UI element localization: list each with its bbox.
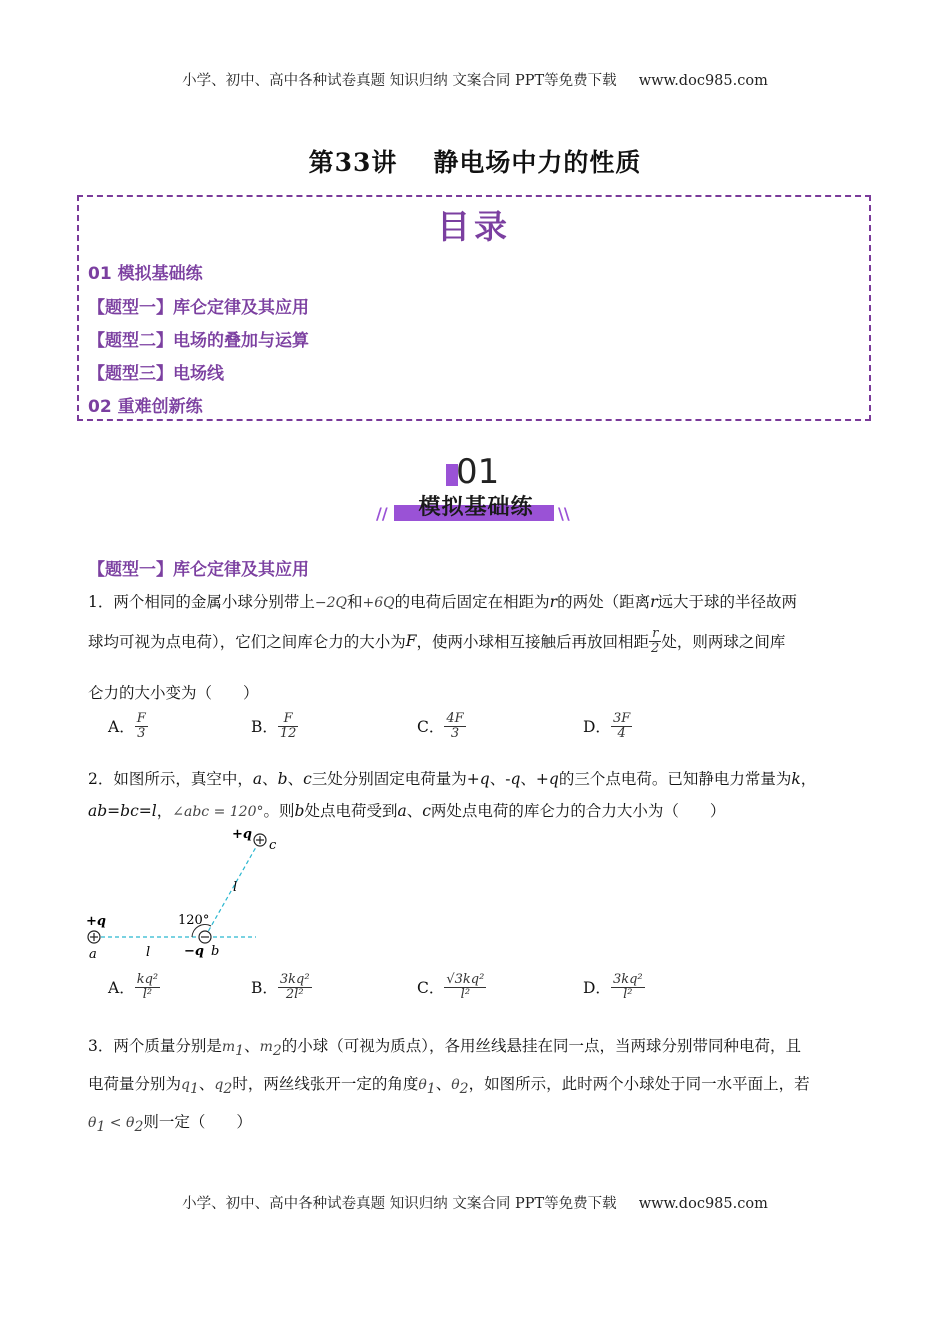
- q2-option-a[interactable]: A． $\frac{\text{kq²}}{\text{l²}}$: [108, 972, 159, 1002]
- footer-text: 小学、初中、高中各种试卷真题 知识归纳 文案合同 PPT等免费下载: [182, 1196, 617, 1212]
- angle-abc: ∠abc = 120°: [172, 804, 264, 820]
- footer-site[interactable]: www.doc985.com: [638, 1196, 768, 1212]
- label-charge-b: −q: [184, 944, 204, 959]
- slash-decoration-right: \\: [558, 504, 570, 523]
- label-a: a: [89, 947, 97, 962]
- toc-item[interactable]: 【题型一】库仑定律及其应用: [88, 298, 309, 318]
- label-charge-c: +q: [232, 827, 252, 842]
- q1-line-1: 1．两个相同的金属小球分别带上−2Q和+6Q的电荷后固定在相距为r的两处（距离r远大于球的半径故两: [88, 593, 798, 611]
- q1-option-a[interactable]: A． $\frac{F}{3}$: [108, 711, 146, 741]
- label-l-ab: l: [146, 945, 151, 960]
- q3-line-1: 3．两个质量分别是$m_1$、$m_2$的小球（可视为质点），各用丝线悬挂在同一点，当两球分别带同种电荷，且: [88, 1037, 802, 1060]
- label-charge-a: +q: [86, 914, 106, 929]
- section-badge: [376, 452, 576, 528]
- question-type-heading: 【题型一】库仑定律及其应用: [88, 560, 309, 580]
- header-site[interactable]: www.doc985.com: [638, 73, 768, 89]
- toc-heading: 目录: [437, 207, 511, 246]
- page-footer: [0, 1192, 950, 1213]
- q3-line-2: 电荷量分别为$q_1$、$q_2$时，两丝线张开一定的角度$\theta_1$、$\theta_2$，如图所示，此时两个小球处于同一水平面上，若: [88, 1075, 810, 1098]
- lesson-topic: 静电场中力的性质: [433, 148, 642, 177]
- q1-line-2: 球均可视为点电荷），它们之间库仑力的大小为F，使两小球相互接触后再放回相距 $\frac{r}{2}$ 处，则两球之间库: [88, 626, 786, 656]
- toc-item[interactable]: 01 模拟基础练: [88, 264, 203, 284]
- page-title: [0, 143, 950, 179]
- header-text: 小学、初中、高中各种试卷真题 知识归纳 文案合同 PPT等免费下载: [182, 73, 617, 89]
- q2-line-2: ab=bc=l，∠abc = 120°。则b处点电荷受到a、c两处点电荷的库仑力的合力大小为（ ）: [88, 802, 726, 820]
- label-c: c: [269, 838, 277, 853]
- charge-pos6q: +6Q: [362, 595, 395, 611]
- toc-item[interactable]: 02 重难创新练: [88, 397, 203, 417]
- page-header: [0, 69, 950, 90]
- q1-option-c[interactable]: C． $\frac{4F}{3}$: [417, 711, 464, 741]
- label-b: b: [211, 944, 220, 959]
- toc-item[interactable]: 【题型二】电场的叠加与运算: [88, 331, 309, 351]
- q1-line-3: 仑力的大小变为（ ）: [88, 684, 259, 702]
- charge-c-icon: [254, 834, 266, 846]
- q2-option-b[interactable]: B． $\frac{\text{3kq²}}{\text{2l²}}$: [251, 972, 310, 1002]
- lesson-number: 第33讲: [308, 148, 398, 177]
- label-l-bc: l: [233, 880, 238, 895]
- charge-b-icon: [199, 931, 211, 943]
- fraction-r-over-2: $\frac{r}{2}$: [651, 626, 660, 656]
- q2-option-d[interactable]: D． $\frac{\text{3kq²}}{\text{l²}}$: [583, 972, 643, 1002]
- table-of-contents: [77, 195, 871, 421]
- label-angle: 120°: [178, 913, 210, 928]
- q1-option-d[interactable]: D． $\frac{3F}{4}$: [583, 711, 631, 741]
- q2-line-1: 2．如图所示，真空中，a、b、c三处分别固定电荷量为+q、-q、+q的三个点电荷。已知静电力常量为k，: [88, 770, 817, 788]
- toc-item[interactable]: 【题型三】电场线: [88, 364, 224, 384]
- charge-neg2q: −2Q: [314, 595, 347, 611]
- slash-decoration-left: //: [376, 504, 388, 523]
- section-label: 模拟基础练: [418, 495, 534, 520]
- charge-a-icon: [88, 931, 100, 943]
- q2-option-c[interactable]: C． $\frac{\text{√3kq²}}{\text{l²}}$: [417, 972, 485, 1002]
- q3-line-3: $\theta_1 < \theta_2$则一定（ ）: [88, 1113, 252, 1136]
- q2-charge-diagram: [80, 822, 280, 962]
- q1-option-b[interactable]: B． $\frac{F}{12}$: [251, 711, 297, 741]
- section-number: 01: [456, 452, 500, 492]
